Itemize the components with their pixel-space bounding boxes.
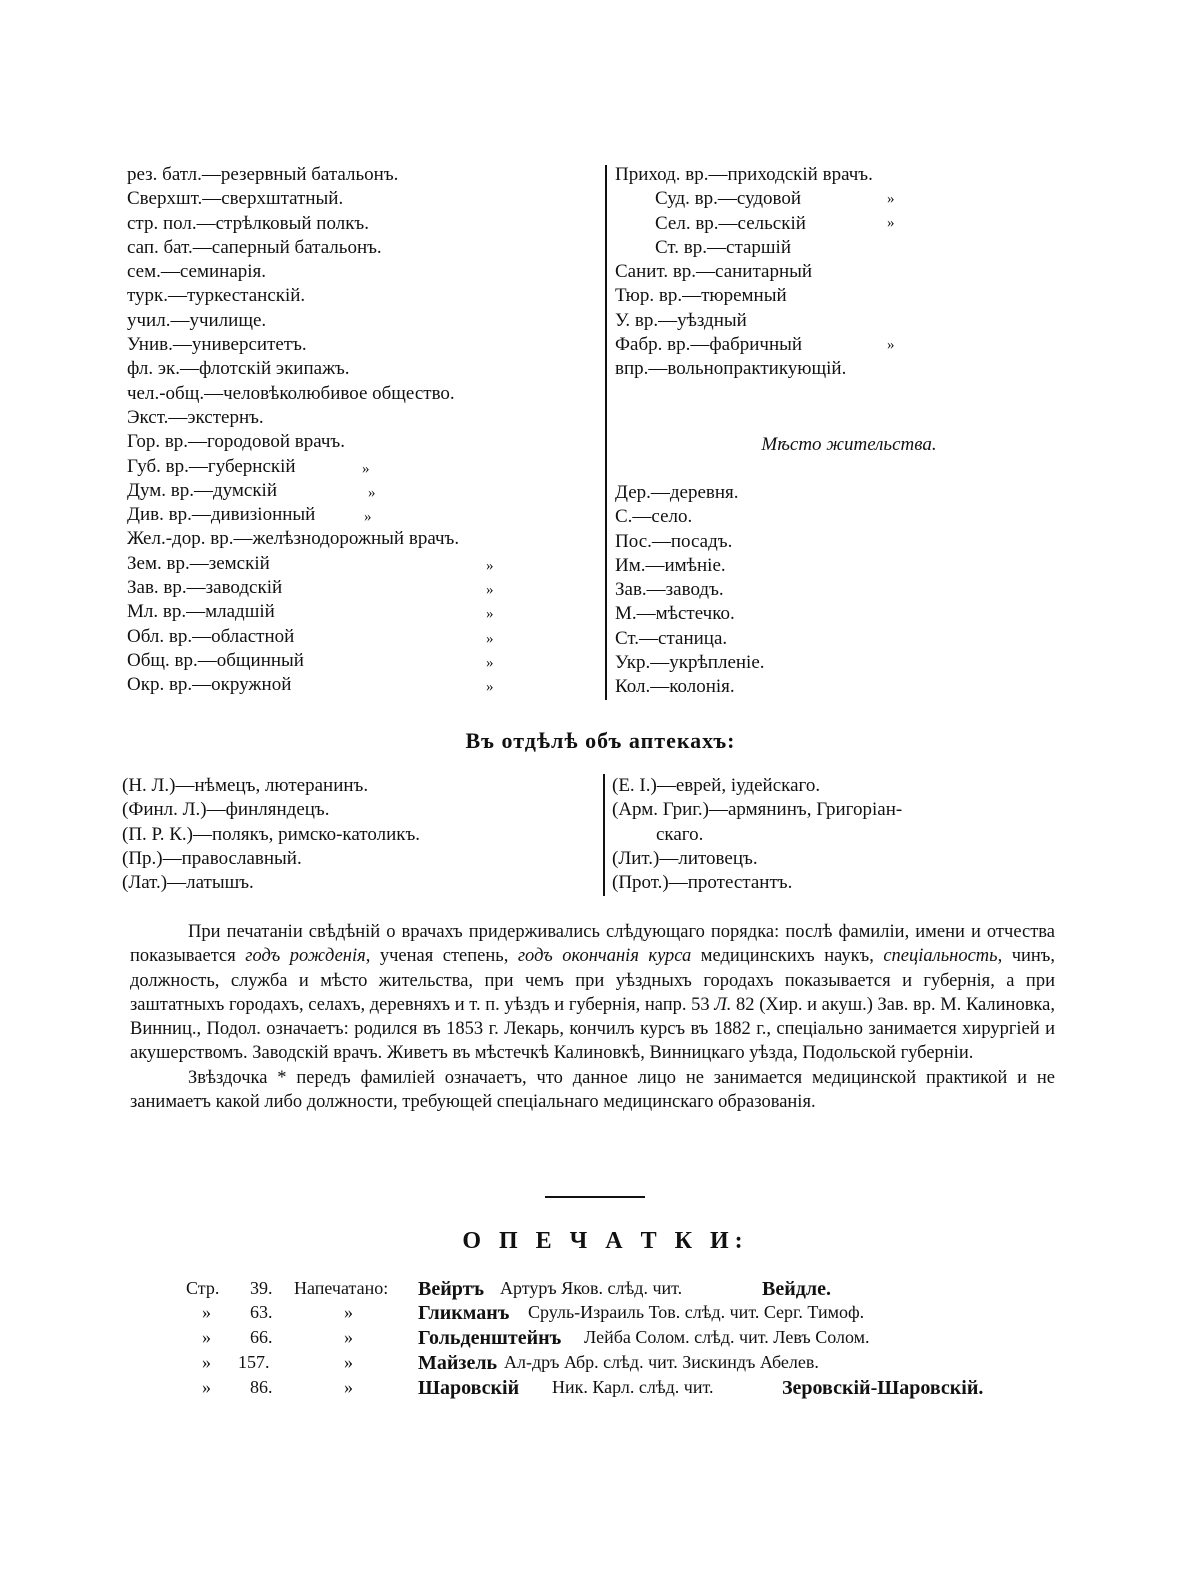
abbreviation-line: стр. пол.—стрѣлковый полкъ. (127, 212, 370, 234)
errata-name: Майзель (418, 1352, 498, 1374)
abbreviation-line: Санит. вр.—санитарный (615, 261, 813, 283)
ditto-mark: » (486, 606, 494, 622)
abbreviation-line: Экст.—экстернъ. (127, 406, 264, 428)
errata-label: » (344, 1302, 353, 1322)
errata-name: Вейртъ (418, 1278, 485, 1300)
italic-term: годъ рожденія (245, 946, 366, 967)
residence-list (615, 481, 1055, 700)
errata-correct: Зеровскій-Шаровскій. (782, 1377, 984, 1399)
pharmacy-line: (П. Р. К.)—полякъ, римско-католикъ. (122, 823, 421, 845)
residence-line: Кол.—колонія. (615, 676, 735, 698)
abbreviation-line: Зав. вр.—заводскій (127, 577, 283, 599)
pharmacy-line: (Лат.)—латышъ. (122, 872, 254, 894)
text-span: , ученая степень, (365, 946, 518, 967)
abbreviation-line: Тюр. вр.—тюремный (615, 285, 787, 307)
abbreviation-line: Общ. вр.—общинный (127, 649, 304, 671)
text-span: 82 (Хир. и акуш.) Зав. вр. М. Калиновка, Винниц., Подол. означаетъ: родился въ 1853 г. Лекарь, кончилъ курсъ въ 1882 г., спеціально занимается хирургіей и акушерствомъ. Заводскій врачъ. Живетъ въ мѣстечкѣ Калиновкѣ, Винницкаго уѣзда, Подольской губерніи. (130, 994, 1055, 1064)
text-span: , чинъ, должность, служба и мѣсто жительства, при чемъ при уѣздныхъ городахъ показывается и губернія, а при заштатныхъ городахъ, селахъ, деревняхъ и т. п. уѣздъ и губернія, напр. 53 (130, 946, 1055, 1015)
ditto-mark: » (368, 485, 376, 501)
residence-line: Дер.—деревня. (615, 482, 739, 503)
errata-page: 63. (250, 1302, 273, 1322)
errata-page: 86. (250, 1377, 273, 1397)
errata-page: 66. (250, 1327, 273, 1347)
errata-prefix: Стр. (186, 1278, 220, 1298)
errata-name: Гликманъ (418, 1302, 510, 1324)
errata-correct: Вейдле. (762, 1278, 831, 1300)
errata-label: » (344, 1377, 353, 1397)
errata-rest: Ал-дръ Абр. слѣд. чит. Зискиндъ Абелев. (504, 1352, 819, 1372)
abbreviation-line: Окр. вр.—окружной (127, 674, 292, 696)
residence-line: Ст.—станица. (615, 627, 728, 649)
text-span: медицинскихъ наукъ, (691, 946, 884, 967)
abbreviations-left-column (127, 163, 597, 698)
abbreviation-line: Жел.-дор. вр.—желѣзнодорожный врачъ. (127, 528, 460, 550)
residence-heading: Мѣсто жительства. (761, 434, 937, 455)
ditto-mark: » (486, 582, 494, 598)
ditto-mark: » (486, 679, 494, 695)
section-divider (545, 1196, 645, 1198)
errata-label: Напечатано: (294, 1278, 389, 1298)
column-separator (603, 774, 605, 896)
errata-row (0, 1302, 1191, 1326)
abbreviations-right-column (615, 163, 1055, 382)
errata-rest: Лейба Солом. слѣд. чит. Левъ Солом. (584, 1327, 870, 1347)
pharmacy-heading: Въ отдѣлѣ объ аптекахъ: (465, 728, 736, 753)
errata-row (0, 1377, 1191, 1401)
errata-prefix: » (202, 1302, 211, 1322)
italic-term: годъ окончанія курса (517, 946, 692, 967)
errata-rest: Ник. Карл. слѣд. чит. (552, 1377, 714, 1397)
errata-prefix: » (202, 1352, 211, 1372)
pharmacy-line: (Финл. Л.)—финляндецъ. (122, 799, 330, 821)
abbreviation-line: сап. бат.—саперный батальонъ. (127, 236, 382, 258)
pharmacy-line: (Пр.)—православный. (122, 847, 302, 869)
explanation-paragraph: Звѣздочка * передъ фамиліей означаетъ, что данное лицо не занимается медицинской практикой и не занимаетъ какой либо должности, требующей спеціальнаго медицинскаго образованія. (130, 1067, 1055, 1113)
residence-line: Пос.—посадъ. (615, 530, 733, 552)
residence-line: С.—село. (615, 506, 693, 528)
column-separator (605, 165, 607, 700)
ditto-mark: » (486, 558, 494, 574)
abbreviation-line: чел.-общ.—человѣколюбивое общество. (127, 382, 455, 404)
residence-line: Им.—имѣніе. (615, 554, 726, 576)
pharmacy-line: (Е. I.)—еврей, іудейскаго. (612, 775, 821, 796)
abbreviation-line: У. вр.—уѣздный (615, 309, 747, 331)
errata-row (0, 1327, 1191, 1351)
residence-line: М.—мѣстечко. (615, 603, 735, 625)
ditto-mark: » (887, 191, 895, 207)
abbreviation-line: Губ. вр.—губернскій (127, 455, 296, 477)
abbreviation-line: Гор. вр.—городовой врачъ. (127, 431, 346, 453)
explanation-paragraph (130, 920, 1055, 1066)
abbreviation-line: Сверхшт.—сверхштатный. (127, 188, 344, 210)
ditto-mark: » (486, 631, 494, 647)
italic-term: спеціальность (883, 946, 998, 967)
abbreviation-line: турк.—туркестанскій. (127, 285, 306, 307)
abbreviation-line: Сел. вр.—сельскій (655, 212, 806, 234)
abbreviation-line: фл. эк.—флотскій экипажъ. (127, 358, 350, 380)
errata-name: Шаровскій (418, 1377, 520, 1399)
pharmacy-line: (Н. Л.)—нѣмецъ, лютеранинъ. (122, 775, 369, 796)
abbreviation-line: Суд. вр.—судовой (655, 188, 802, 210)
errata-page: 157. (238, 1352, 270, 1372)
italic-term: Л. (714, 994, 732, 1015)
pharmacy-left-column (122, 774, 592, 895)
ditto-mark: » (887, 215, 895, 231)
errata-prefix: » (202, 1327, 211, 1347)
errata-row (0, 1352, 1191, 1376)
abbreviation-line: Обл. вр.—областной (127, 625, 295, 647)
errata-row (0, 1278, 1191, 1302)
errata-rest: Сруль-Израиль Тов. слѣд. чит. Серг. Тимоф. (528, 1302, 865, 1322)
ditto-mark: » (887, 337, 895, 353)
pharmacy-line: скаго. (656, 823, 704, 845)
pharmacy-line: (Лит.)—литовецъ. (612, 847, 758, 869)
abbreviation-line: Фабр. вр.—фабричный (615, 334, 803, 356)
pharmacy-line: (Прот.)—протестантъ. (612, 872, 793, 894)
pharmacy-line: (Арм. Григ.)—армянинъ, Григоріан- (612, 799, 903, 821)
abbreviation-line: Дум. вр.—думскій (127, 479, 278, 501)
residence-line: Укр.—укрѣпленіе. (615, 652, 765, 674)
errata-heading: О П Е Ч А Т К И: (462, 1228, 749, 1254)
abbreviation-line: Див. вр.—дивизіонный (127, 504, 316, 526)
errata-rest: Артуръ Яков. слѣд. чит. (500, 1278, 683, 1298)
errata-prefix: » (202, 1377, 211, 1397)
errata-label: » (344, 1327, 353, 1347)
ditto-mark: » (486, 655, 494, 671)
abbreviation-line: учил.—училище. (127, 309, 267, 331)
residence-line: Зав.—заводъ. (615, 579, 724, 601)
abbreviation-line: Зем. вр.—земскій (127, 552, 270, 574)
ditto-mark: » (364, 509, 372, 525)
abbreviation-line: рез. батл.—резервный батальонъ. (127, 164, 399, 185)
text-span: При печатаніи свѣдѣній о врачахъ придерживались слѣдующаго порядка: послѣ фамиліи, имени и отчества показывается (130, 922, 1055, 967)
explanation-text (130, 920, 1055, 1114)
errata-label: » (344, 1352, 353, 1372)
errata-name: Гольденштейнъ (418, 1327, 562, 1349)
errata-page: 39. (250, 1278, 273, 1298)
abbreviation-line: Приход. вр.—приходскій врачъ. (615, 164, 873, 185)
abbreviation-line: сем.—семинарія. (127, 261, 267, 283)
abbreviation-line: Ст. вр.—старшій (655, 236, 791, 258)
abbreviation-line: Мл. вр.—младшій (127, 601, 275, 623)
pharmacy-right-column (612, 774, 1052, 895)
abbreviation-line: впр.—вольнопрактикующій. (615, 358, 847, 380)
abbreviation-line: Унив.—университетъ. (127, 334, 307, 356)
ditto-mark: » (362, 461, 370, 477)
